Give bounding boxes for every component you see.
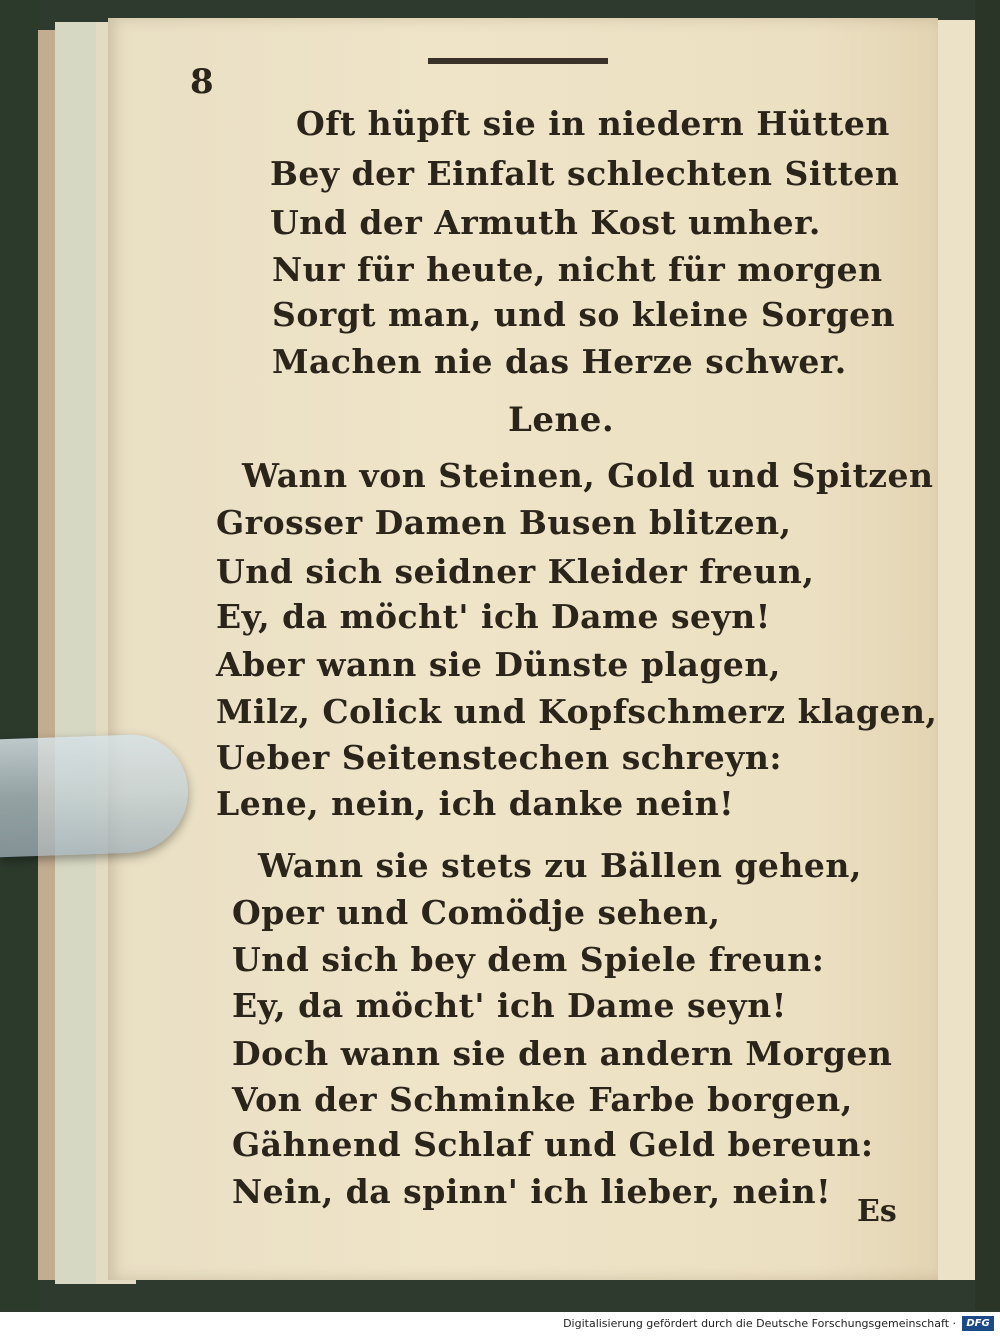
verse-line: Milz, Colick und Kopfschmerz klagen, [216,692,938,731]
verse-line: Sorgt man, und so kleine Sorgen [272,295,896,334]
header-rule [428,58,608,64]
verse-line: Lene, nein, ich danke nein! [216,784,735,823]
book-cover-left [0,0,40,1310]
verse-line: Doch wann sie den andern Morgen [232,1034,893,1073]
verse-line: Gähnend Schlaf und Geld bereun: [232,1125,874,1164]
verse-line: Aber wann sie Dünste plagen, [216,645,781,684]
verse-line: Grosser Damen Busen blitzen, [216,503,792,542]
page-edge [55,22,100,1284]
verse-line: Wann von Steinen, Gold und Spitzen [242,456,934,495]
verse-line: Ueber Seitenstechen schreyn: [216,738,783,777]
verse-line: Bey der Einfalt schlechten Sitten [270,154,900,193]
verse-line: Wann sie stets zu Bällen gehen, [258,846,862,885]
verse-line: Und sich seidner Kleider freun, [216,552,815,591]
verse-line: Oper und Comödje sehen, [232,893,721,932]
verse-line: Und sich bey dem Spiele freun: [232,940,825,979]
verse-line: Und der Armuth Kost umher. [270,203,821,242]
verse-line: Nur für heute, nicht für morgen [272,250,883,289]
verse-line: Von der Schminke Farbe borgen, [232,1080,853,1119]
verse-line: Nein, da spinn' ich lieber, nein! [232,1172,832,1211]
verse-line: Ey, da möcht' ich Dame seyn! [216,597,771,636]
verse-line: Oft hüpft sie in niedern Hütten [296,104,890,143]
verse-line: Machen nie das Herze schwer. [272,342,847,381]
page-number: 8 [190,62,214,102]
footer-bar [0,1312,1000,1336]
page-holder-clip [0,733,188,858]
book-cover-right [975,0,1000,1310]
catchword: Es [857,1194,897,1229]
footer-credit: Digitalisierung gefördert durch die Deutsche Forschungsgemeinschaft · [563,1317,956,1330]
dfg-logo-icon: DFG [962,1316,994,1331]
verse-line: Ey, da möcht' ich Dame seyn! [232,986,787,1025]
speaker-heading: Lene. [508,400,615,440]
